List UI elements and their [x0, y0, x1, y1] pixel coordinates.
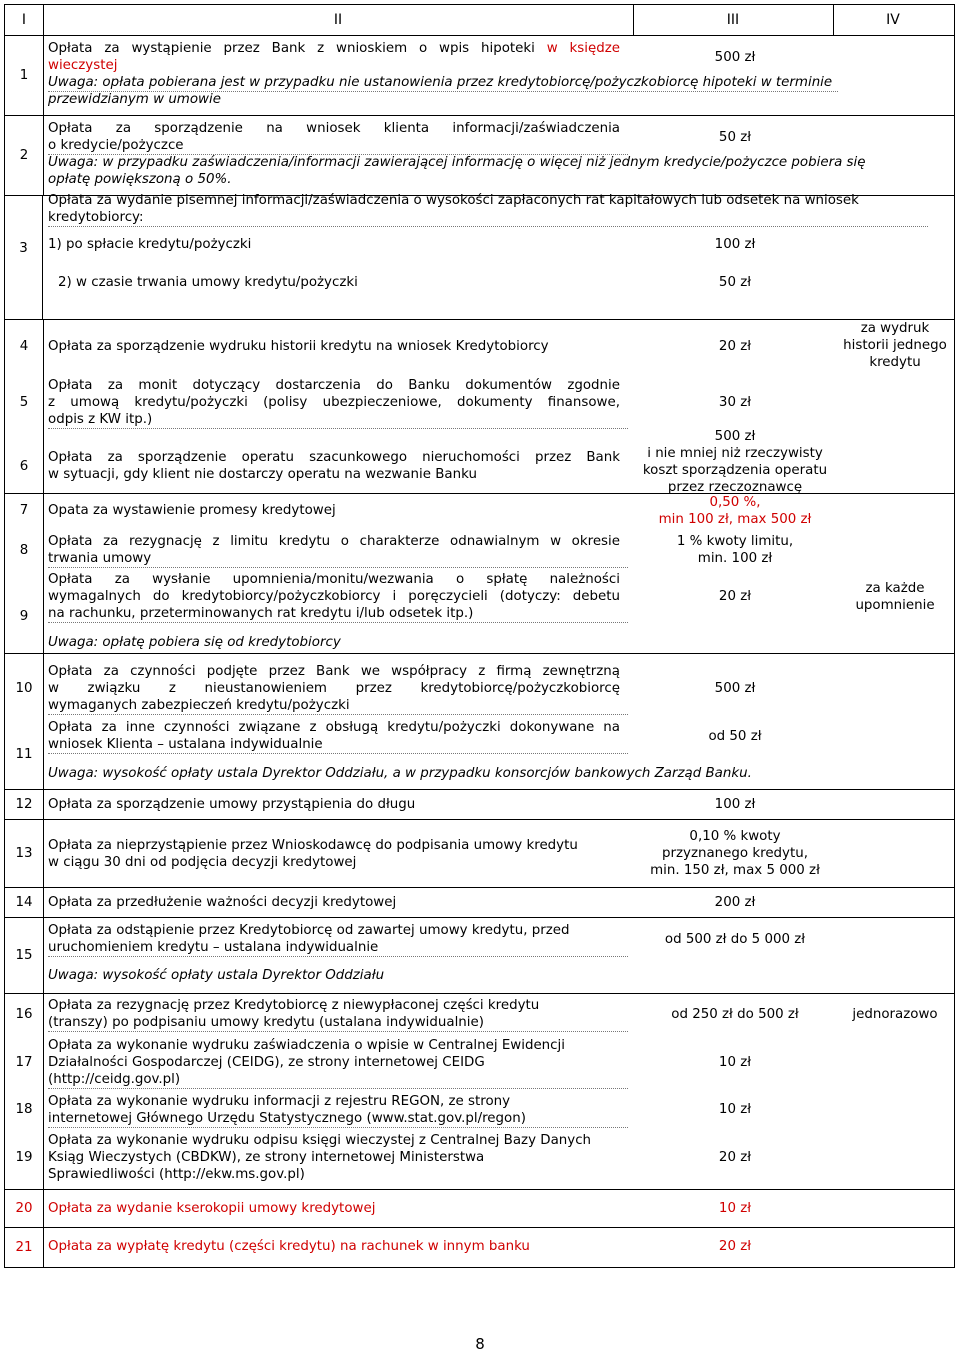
row-description: Opłata za wykonanie wydruku informacji z rejestru REGON, ze strony [48, 1094, 511, 1109]
row-value: 30 zł [718, 395, 752, 410]
page-number: 8 [475, 1335, 485, 1353]
row-value: od 50 zł [708, 729, 762, 744]
table-row [4, 918, 955, 994]
row-description-cont: (transzy) po podpisaniu umowy kredytu (ustalana indywidualnie) [48, 1014, 628, 1032]
row-description: Opłata za odstąpienie przez Kredytobiorcę od zawartej umowy kredytu, przed [48, 923, 570, 938]
row-description-cont: wymaganych zabezpieczeń kredytu/pożyczki [48, 697, 628, 715]
table-row [4, 193, 955, 320]
row-description-cont: (http://ceidg.gov.pl) [48, 1071, 628, 1089]
row-value: 1 % kwoty limitu, min. 100 zł [676, 534, 794, 566]
row-description-cont: odpis z KW itp.) [48, 411, 628, 429]
row-value: 20 zł [718, 1239, 752, 1254]
row-description-cont: w sytuacji, gdy klient nie dostarczy operatu na wezwanie Banku [48, 467, 477, 482]
row-number: 15 [5, 918, 44, 993]
row-value: 0,10 % kwoty przyznanego kredytu, min. 150 zł, max 5 000 zł [650, 829, 820, 878]
row-number: 16 [15, 1007, 33, 1022]
row-description: Opłata za wysłanie upomnienia/monitu/wezwania o spłatę należności [48, 572, 620, 587]
row-description: Opłata za wystąpienie przez Bank z wnioskiem o wpis hipoteki w księdze [48, 41, 620, 56]
row-description: Opłata za rezygnację przez Kredytobiorcę z niewypłaconej części kredytu [48, 998, 540, 1013]
row-sub-value: 50 zł [718, 275, 752, 290]
table-row [4, 1228, 955, 1268]
row-description-cont: Działalności Gospodarczej (CEIDG), ze strony internetowej CEIDG [48, 1055, 485, 1070]
row-description: Opłata za sporządzenie na wniosek klienta informacji/zaświadczenia [48, 121, 620, 136]
row-number: 3 [5, 196, 43, 319]
row-number: 1 [5, 36, 44, 115]
row-value: od 500 zł do 5 000 zł [664, 932, 806, 947]
row-description: Opłata za czynności podjęte przez Bank we współpracy z firmą zewnętrzną [48, 664, 620, 679]
row-number: 14 [5, 888, 44, 917]
row-note: Uwaga: opłata pobierana jest w przypadku nie ustanowienia przez kredytobiorcę/pożyczkobiorcę hipoteki w terminie [48, 74, 838, 92]
row-description: Opłata za wydanie kserokopii umowy kredytowej [48, 1201, 376, 1216]
row-description: Opłata za wydanie pisemnej informacji/zaświadczenia o wysokości zapłaconych rat kapitałowych lub odsetek na wniosek [48, 193, 859, 208]
row-value: 10 zł [718, 1201, 752, 1216]
header-col-4: IV [886, 11, 900, 28]
row-description-cont: wniosek Klienta – ustalana indywidualnie [48, 736, 628, 754]
row-description: Opłata za przedłużenie ważności decyzji kredytowej [48, 895, 397, 910]
header-col-1: I [5, 5, 44, 35]
row-sub-value: 100 zł [714, 237, 756, 252]
row-number: 9 [19, 609, 29, 624]
row-description: Opłata za sporządzenie wydruku historii kredytu na wniosek Kredytobiorcy [48, 339, 549, 354]
row-value: od 250 zł do 500 zł [671, 1007, 799, 1022]
row-description: Opłata za wykonanie wydruku odpisu księgi wieczystej z Centralnej Bazy Danych [48, 1133, 592, 1148]
row-description-cont: wieczystej [48, 58, 118, 73]
row-number: 21 [5, 1228, 44, 1267]
row-description-cont: wymagalnych do kredytobiorcy/pożyczkobiorcy i poręczycieli (dotyczy: debetu [48, 589, 620, 604]
row-value: 20 zł [718, 1150, 752, 1165]
row-value: 10 zł [718, 1055, 752, 1070]
table-header [4, 4, 955, 36]
row-note-cont: przewidzianym w umowie [48, 92, 221, 107]
row-number: 2 [5, 116, 44, 195]
row-description: Opłata za sporządzenie operatu szacunkowego nieruchomości przez Bank [48, 450, 620, 465]
row-description: Opłata za inne czynności związane z obsługą kredytu/pożyczki dokonywane na [48, 720, 620, 735]
row-number: 20 [5, 1190, 44, 1227]
table-row-group [4, 654, 955, 790]
row-value: 50 zł [718, 130, 752, 145]
table-row-group [4, 320, 955, 494]
row-number: 12 [5, 790, 44, 819]
row-description: Opłata za wykonanie wydruku zaświadczenia o wpisie w Centralnej Ewidencji [48, 1038, 565, 1053]
table-row-group [4, 494, 955, 654]
row-description: Opłata za sporządzenie umowy przystąpienia do długu [48, 797, 416, 812]
row-value: 20 zł [718, 589, 752, 604]
header-col-3: III [633, 5, 834, 35]
row-value: 20 zł [718, 339, 752, 354]
row-value: 200 zł [714, 895, 756, 910]
table-row-group [4, 994, 955, 1190]
row-uwaga: Uwaga: wysokość opłaty ustala Dyrektor Oddziału [48, 968, 385, 983]
row-note: za każde upomnienie [855, 581, 935, 613]
row-number: 5 [19, 395, 29, 410]
row-number: 11 [15, 747, 33, 762]
row-description: Opłata za monit dotyczący dostarczenia do Banku dokumentów zgodnie [48, 378, 620, 393]
row-value: 100 zł [714, 797, 756, 812]
row-number: 8 [19, 543, 29, 558]
row-number: 10 [15, 681, 33, 696]
row-number: 6 [19, 459, 29, 474]
row-number: 4 [19, 339, 29, 354]
row-uwaga: Uwaga: opłatę pobiera się od kredytobiorcy [48, 635, 341, 650]
row-note-cont: opłatę powiększoną o 50%. [48, 172, 232, 187]
row-note: Uwaga: w przypadku zaświadczenia/informacji zawierającej informację o więcej niż jednym kredycie/pożyczce pobiera się [48, 155, 866, 170]
table-row [4, 820, 955, 888]
row-description: Opłata za rezygnację z limitu kredytu o charakterze odnawialnym w okresie [48, 534, 620, 549]
row-description-cont: internetowej Głównego Urzędu Statystycznego (www.stat.gov.pl/regon) [48, 1110, 628, 1128]
row-description: Opłata za nieprzystąpienie przez Wnioskodawcę do podpisania umowy kredytu [48, 838, 578, 853]
row-description-cont: uruchomieniem kredytu – ustalana indywidualnie [48, 939, 628, 957]
row-number: 19 [15, 1150, 33, 1165]
row-value: 0,50 %, min 100 zł, max 500 zł [658, 495, 812, 527]
row-description-cont: na rachunku, przeterminowanych rat kredytu i/lub odsetek itp.) [48, 605, 628, 623]
row-note: za wydruk historii jednego kredytu [843, 321, 947, 370]
row-uwaga: Uwaga: wysokość opłaty ustala Dyrektor Oddziału, a w przypadku konsorcjów bankowych Zarząd Banku. [48, 766, 752, 781]
row-value: 500 zł [714, 50, 756, 65]
table-row [4, 888, 955, 918]
row-number: 18 [15, 1102, 33, 1117]
row-number: 7 [19, 503, 29, 518]
row-description: Opata za wystawienie promesy kredytowej [48, 503, 336, 518]
row-number: 17 [15, 1055, 33, 1070]
row-number: 13 [5, 820, 44, 887]
table-row [4, 790, 955, 820]
row-description-cont: Sprawiedliwości (http://ekw.ms.gov.pl) [48, 1167, 305, 1182]
row-description-cont: Ksiąg Wieczystych (CBDKW), ze strony internetowej Ministerstwa [48, 1150, 485, 1165]
row-note: jednorazowo [852, 1007, 938, 1022]
row-description: Opłata za wypłatę kredytu (części kredytu) na rachunek w innym banku [48, 1239, 530, 1254]
table-row [4, 116, 955, 196]
row-sub-item: 2) w czasie trwania umowy kredytu/pożyczki [58, 275, 358, 290]
row-description-cont: z umową kredytu/pożyczki (polisy ubezpieczeniowe, dokumenty finansowe, [48, 395, 620, 410]
row-description-cont: w związku z nieustanowieniem przez kredytobiorcę/pożyczkobiorcę [48, 681, 620, 696]
row-description-cont: kredytobiorcy: [48, 209, 928, 227]
row-sub-item: 1) po spłacie kredytu/pożyczki [48, 237, 252, 252]
row-description-cont: o kredycie/pożyczce [48, 137, 628, 155]
row-description-cont: trwania umowy [48, 550, 628, 568]
row-description-cont: w ciągu 30 dni od podjęcia decyzji kredytowej [48, 855, 357, 870]
row-value: 10 zł [718, 1102, 752, 1117]
table-row [4, 1190, 955, 1228]
fee-table [4, 4, 955, 1268]
row-value: 500 zł i nie mniej niż rzeczywisty koszt sporządzenia operatu przez rzeczoznawcę [642, 429, 828, 495]
table-row [4, 36, 955, 116]
row-value: 500 zł [714, 681, 756, 696]
header-col-2: II [43, 5, 634, 35]
